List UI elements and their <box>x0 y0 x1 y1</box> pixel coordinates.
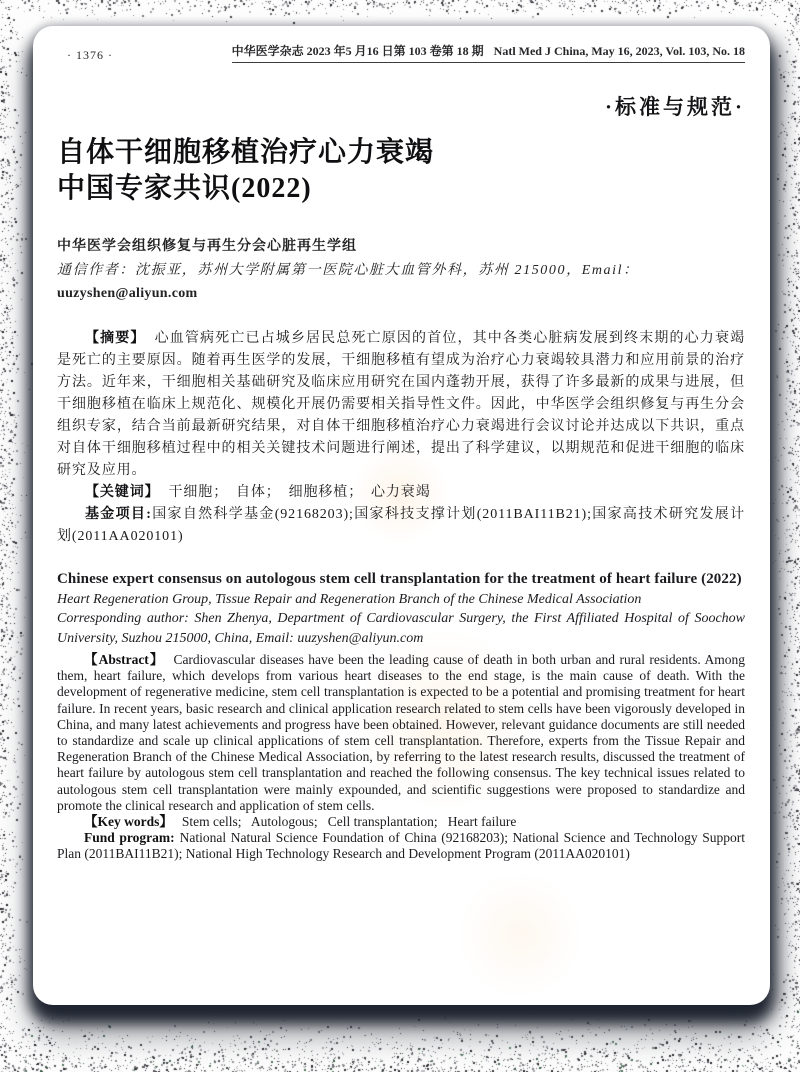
fund-text-en: National Natural Science Foundation of China (92168203); National Science and Technology Support Plan (2011BAI11B21); National High Technology Research and Development Program (2011AA020101) <box>57 830 745 862</box>
article-title-line2: 中国专家共识(2022) <box>57 173 312 204</box>
keywords-label-cn: 【关键词】 <box>85 484 160 500</box>
author-group: 中华医学会组织修复与再生分会心脏再生学组 <box>57 239 357 254</box>
author-block <box>57 235 745 306</box>
english-corresponding: Corresponding author: Shen Zhenya, Department of Cardiovascular Surgery, the First Affiliated Hospital of Soochow University, Suzhou 215000, China, Email: uuzyshen@aliyun.com <box>57 611 745 646</box>
english-title: Chinese expert consensus on autologous stem cell transplantation for the treatment of heart failure (2022) <box>57 570 742 587</box>
english-block <box>57 568 745 863</box>
article-title-line1: 自体干细胞移植治疗心力衰竭 <box>57 137 435 168</box>
section-label: ·标准与规范· <box>604 95 745 119</box>
keywords-text-en: Stem cells; Autologous; Cell transplantation; Heart failure <box>181 814 517 830</box>
document-page <box>33 26 770 1005</box>
corresponding-author-cn: 通信作者：沈振亚，苏州大学附属第一医院心脏大血管外科，苏州 215000，Email： <box>57 262 639 278</box>
running-header <box>57 42 745 63</box>
english-author-group: Heart Regeneration Group, Tissue Repair and Regeneration Branch of the Chinese Medical Association <box>57 591 642 607</box>
fund-label-cn: 基金项目: <box>85 506 152 522</box>
fund-line-cn <box>57 504 745 548</box>
fund-line-en <box>57 830 745 862</box>
fund-text-cn: 国家自然科学基金(92168203);国家科技支撑计划(2011BAI11B21);国家高技术研究发展计划(2011AA020101) <box>57 506 745 544</box>
journal-citation-en: Natl Med J China, May 16, 2023, Vol. 103, No. 18 <box>493 44 745 58</box>
article-title <box>57 135 745 207</box>
page-number: · 1376 · <box>67 48 113 62</box>
abstract-paragraph-cn <box>57 328 745 482</box>
abstract-text-cn: 心血管病死亡已占城乡居民总死亡原因的首位，其中各类心脏病发展到终末期的心力衰竭是死亡的主要原因。随着再生医学的发展，干细胞移植有望成为治疗心力衰竭较具潜力和应用前景的治疗方法。近年来，干细胞相关基础研究及临床应用研究在国内蓬勃开展，获得了许多最新的成果与进展，但干细胞移植在临床上规范化、规模化开展仍需要相关指导性文件。因此，中华医学会组织修复与再生分会组织专家，结合当前最新研究结果，对自体干细胞移植治疗心力衰竭进行会议讨论并达成以下共识，重点对自体干细胞移植过程中的相关关键技术问题进行阐述，提出了科学建议，以期规范和促进干细胞的临床研究及应用。 <box>57 330 745 478</box>
abstract-label-cn: 【摘要】 <box>85 330 146 346</box>
abstract-label-en: 【Abstract】 <box>84 652 165 667</box>
keywords-text-cn: 干细胞； 自体； 细胞移植； 心力衰竭 <box>168 484 431 500</box>
journal-citation-cn: 中华医学杂志 2023 年5 月16 日第 103 卷第 18 期 <box>231 44 484 58</box>
english-abstract-block <box>57 652 745 863</box>
abstract-text-en: Cardiovascular diseases have been the leading cause of death in both urban and rural residents. Among them, heart failure, which develops from various heart diseases to the end stage, is the main cause of death. With the development of regenerative medicine, stem cell transplantation is expected to be a potential and promising treatment for heart failure. In recent years, basic research and clinical application research related to stem cells have been vigorously developed in China, and many latest achievements and progress have been obtained. However, relevant guidance documents are still needed to standardize and scale up clinical applications of stem cell transplantation. Therefore, experts from the Tissue Repair and Regeneration Branch of the Chinese Medical Association, by referring to the latest research results, discussed the treatment of heart failure by autologous stem cell transplantation and reached the following consensus. The key technical issues related to autologous stem cell transplantation were mainly expounded, and scientific suggestions were proposed to standardize and promote the clinical research and application of stem cells. <box>57 652 745 813</box>
journal-citation <box>232 42 745 63</box>
chinese-abstract-block <box>57 328 745 548</box>
corresponding-email: uuzyshen@aliyun.com <box>57 286 198 301</box>
keywords-line-cn <box>57 482 745 504</box>
keywords-line-en <box>57 814 745 830</box>
keywords-label-en: 【Key words】 <box>84 814 173 830</box>
abstract-paragraph-en <box>57 652 745 814</box>
fund-label-en: Fund program: <box>84 830 175 846</box>
